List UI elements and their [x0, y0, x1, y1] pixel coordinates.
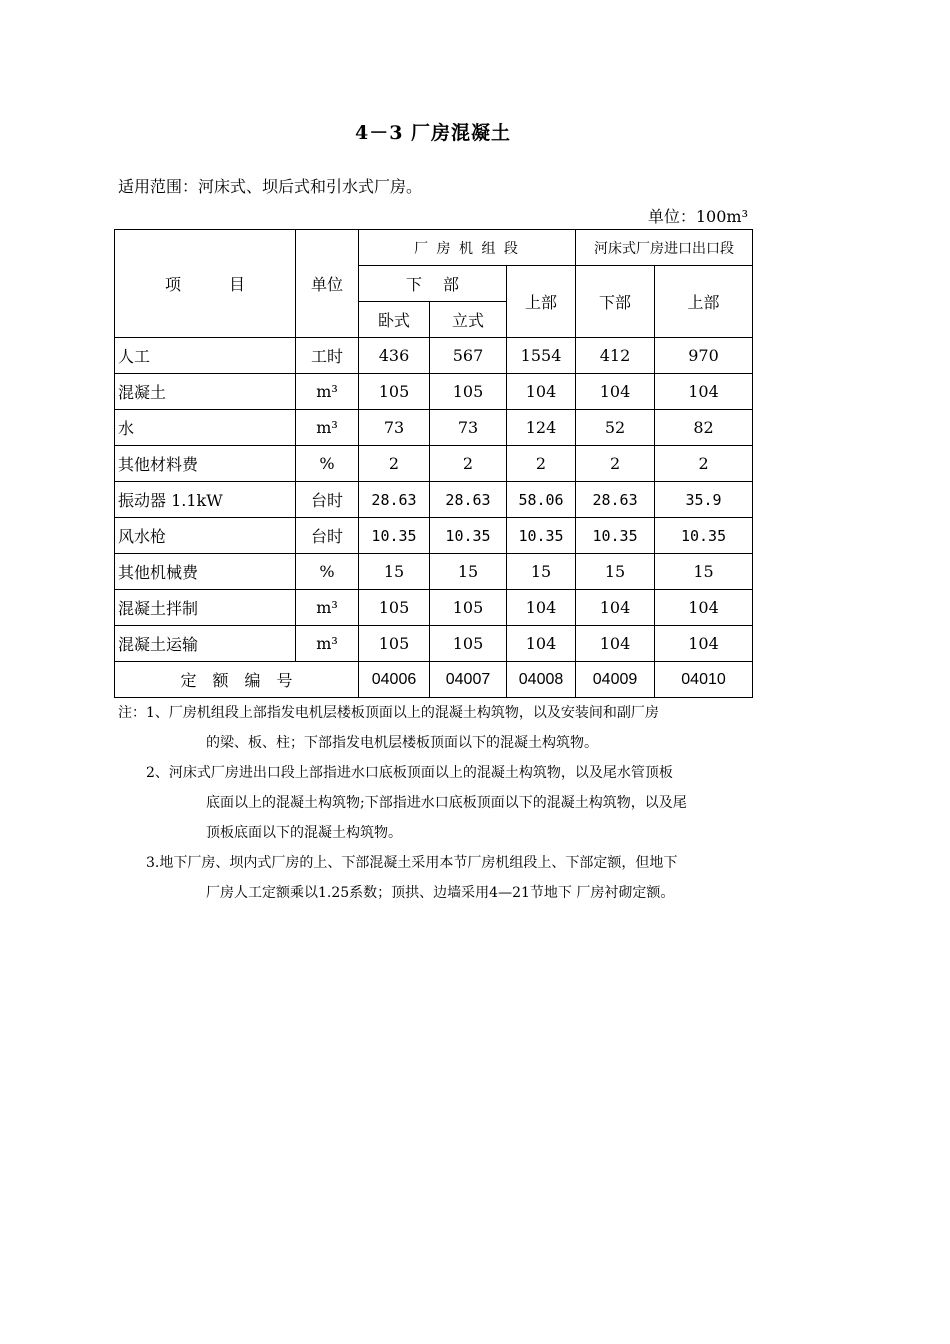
- row-value: 567: [430, 338, 507, 374]
- row-unit: %: [296, 554, 359, 590]
- row-value: 82: [655, 410, 753, 446]
- header-upper-2: 上部: [655, 266, 753, 338]
- row-value: 73: [430, 410, 507, 446]
- row-value: 10.35: [359, 518, 430, 554]
- quota-code: 04009: [576, 662, 655, 698]
- row-value: 15: [430, 554, 507, 590]
- row-unit: 台时: [296, 518, 359, 554]
- row-value: 105: [430, 374, 507, 410]
- note-line: 的梁、板、柱；下部指发电机层楼板顶面以下的混凝土构筑物。: [206, 735, 598, 751]
- row-value: 412: [576, 338, 655, 374]
- row-value: 104: [507, 626, 576, 662]
- note-line: 3.地下厂房、坝内式厂房的上、下部混凝土采用本节厂房机组段上、下部定额，但地下: [146, 855, 678, 871]
- row-value: 104: [576, 626, 655, 662]
- row-unit: m³: [296, 626, 359, 662]
- row-unit: 台时: [296, 482, 359, 518]
- row-value: 73: [359, 410, 430, 446]
- row-value: 28.63: [359, 482, 430, 518]
- quota-code: 04006: [359, 662, 430, 698]
- unit-text: 单位：100m³: [647, 207, 748, 226]
- row-value: 15: [507, 554, 576, 590]
- note-line: 2、河床式厂房进出口段上部指进水口底板顶面以上的混凝土构筑物，以及尾水管顶板: [146, 765, 673, 781]
- row-value: 15: [576, 554, 655, 590]
- table-row: [115, 410, 753, 446]
- row-value: 105: [430, 626, 507, 662]
- row-value: 10.35: [655, 518, 753, 554]
- row-unit: m³: [296, 374, 359, 410]
- scope-text: 适用范围：河床式、坝后式和引水式厂房。: [118, 177, 423, 196]
- row-value: 10.35: [576, 518, 655, 554]
- row-unit: %: [296, 446, 359, 482]
- row-value: 436: [359, 338, 430, 374]
- row-name: 风水枪: [115, 518, 296, 554]
- header-group-unit-section: 厂 房 机 组 段: [359, 230, 576, 266]
- row-value: 104: [655, 590, 753, 626]
- header-item: 项 目: [115, 230, 296, 338]
- row-value: 10.35: [507, 518, 576, 554]
- row-value: 28.63: [576, 482, 655, 518]
- notes: [118, 698, 758, 908]
- row-name: 振动器 1.1kW: [115, 482, 296, 518]
- row-value: 104: [655, 626, 753, 662]
- row-value: 2: [576, 446, 655, 482]
- row-name: 水: [115, 410, 296, 446]
- row-unit: 工时: [296, 338, 359, 374]
- table-row: [115, 374, 753, 410]
- header-lower-2: 下部: [576, 266, 655, 338]
- row-value: 52: [576, 410, 655, 446]
- row-name: 人工: [115, 338, 296, 374]
- table-row: [115, 446, 753, 482]
- note-line: 底面以上的混凝土构筑物;下部指进水口底板顶面以下的混凝土构筑物，以及尾: [206, 795, 687, 811]
- quota-label: 定 额 编 号: [115, 662, 359, 698]
- row-value: 2: [359, 446, 430, 482]
- row-value: 104: [507, 590, 576, 626]
- quota-table: [114, 229, 753, 698]
- header-upper: 上部: [507, 266, 576, 338]
- row-value: 58.06: [507, 482, 576, 518]
- row-value: 1554: [507, 338, 576, 374]
- row-value: 105: [359, 590, 430, 626]
- row-name: 其他机械费: [115, 554, 296, 590]
- header-horizontal: 卧式: [359, 302, 430, 338]
- table-row: [115, 590, 753, 626]
- header-lower: 下 部: [359, 266, 507, 302]
- table-row: [115, 554, 753, 590]
- row-value: 35.9: [655, 482, 753, 518]
- row-value: 104: [655, 374, 753, 410]
- row-value: 970: [655, 338, 753, 374]
- header-unit: 单位: [296, 230, 359, 338]
- row-value: 2: [507, 446, 576, 482]
- quota-code: 04008: [507, 662, 576, 698]
- table-row: [115, 482, 753, 518]
- row-value: 105: [359, 626, 430, 662]
- note-line: 厂房人工定额乘以1.25系数；顶拱、边墙采用4—21节地下 厂房衬砌定额。: [206, 885, 675, 901]
- table-row: [115, 338, 753, 374]
- header-group-inlet-outlet: 河床式厂房进口出口段: [576, 230, 753, 266]
- row-value: 10.35: [430, 518, 507, 554]
- row-name: 其他材料费: [115, 446, 296, 482]
- note-line: 注：1、厂房机组段上部指发电机层楼板顶面以上的混凝土构筑物，以及安装间和副厂房: [118, 705, 659, 721]
- page-title: 4－3 厂房混凝土: [354, 122, 512, 144]
- row-value: 15: [655, 554, 753, 590]
- row-value: 105: [359, 374, 430, 410]
- row-unit: m³: [296, 410, 359, 446]
- row-value: 105: [430, 590, 507, 626]
- row-value: 15: [359, 554, 430, 590]
- row-name: 混凝土运输: [115, 626, 296, 662]
- row-value: 124: [507, 410, 576, 446]
- note-line: 顶板底面以下的混凝土构筑物。: [206, 825, 402, 841]
- row-value: 104: [507, 374, 576, 410]
- row-name: 混凝土拌制: [115, 590, 296, 626]
- table-row: [115, 518, 753, 554]
- row-value: 28.63: [430, 482, 507, 518]
- quota-code: 04010: [655, 662, 753, 698]
- header-vertical: 立式: [430, 302, 507, 338]
- table-row: [115, 626, 753, 662]
- row-name: 混凝土: [115, 374, 296, 410]
- row-value: 104: [576, 590, 655, 626]
- quota-code: 04007: [430, 662, 507, 698]
- row-value: 104: [576, 374, 655, 410]
- row-unit: m³: [296, 590, 359, 626]
- row-value: 2: [655, 446, 753, 482]
- row-value: 2: [430, 446, 507, 482]
